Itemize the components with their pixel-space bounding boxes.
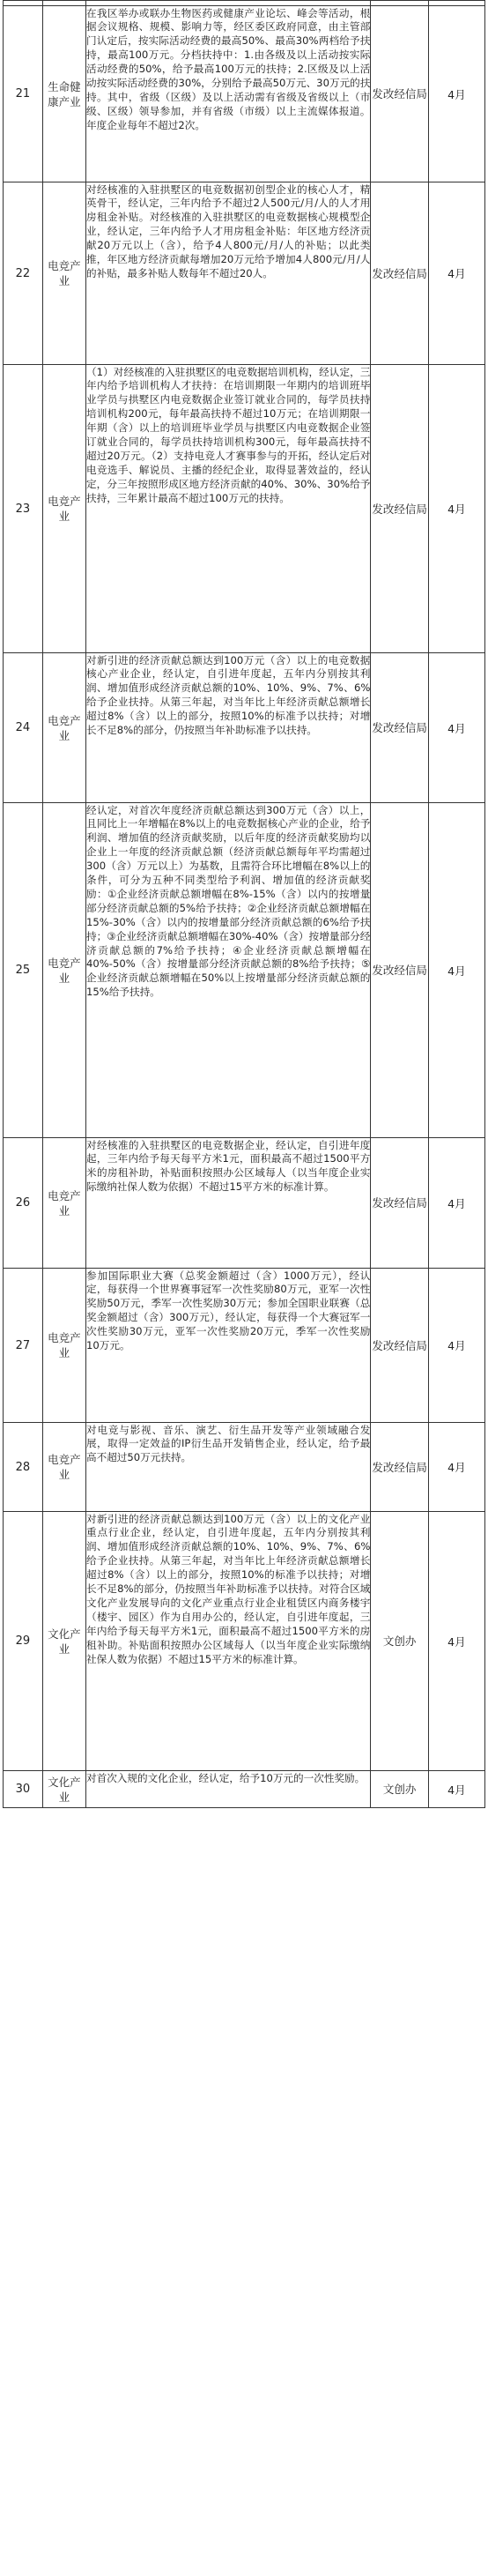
row-department: 发改经信局: [371, 653, 428, 803]
row-department: 发改经信局: [371, 365, 428, 653]
row-content-text: 参加国际职业大赛（总奖金额超过（含）1000万元），经认定，每获得一个世界赛事冠军一次性奖励80万元，亚军一次性奖励50万元，季军一次性奖励30万元；参加全国职业联赛（总奖金额超过（含）300万元），经认定，每获得一个大赛冠军一次性奖励30万元，亚军一次性奖励20万元，季军一次性奖励10万元。: [86, 1269, 371, 1352]
table-row: [4, 1771, 485, 1808]
row-number: 30: [4, 1771, 43, 1808]
row-content: [86, 365, 371, 653]
policy-table: [3, 0, 485, 1808]
row-content-text: 经认定，对首次年度经济贡献总额达到300万元（含）以上，且同比上一年增幅在8%以上的电竞数据核心产业的企业，给予利润、增加值的经济贡献奖励，以后年度的经济贡献奖励均以企业上一年度的经济贡献总额（经济贡献总额每年平均需超过300（含）万元以上）为基数，且需符合环比增幅在8%以上的条件，可分为五种不同类型给予利润、增加值的经济贡献奖励：①企业经济贡献总额增幅在8%-15%（含）以内的按增量部分经济贡献总额的5%给予扶持；②企业经济贡献总额增幅在15%-30%（含）以内的按增量部分经济贡献总额的6%给予扶持；③企业经济贡献总额增幅在30%-40%（含）按增量部分经济贡献总额的7%给予扶持；④企业经济贡献总额增幅在40%-50%（含）按增量部分经济贡献总额的8%给予扶持；⑤企业经济贡献总额增幅在50%以上按增量部分经济贡献总额的15%给予扶持。: [86, 803, 371, 999]
row-content: [86, 653, 371, 803]
row-number: 21: [4, 6, 43, 182]
table-row: [4, 1423, 485, 1512]
row-time: 4月: [428, 182, 484, 365]
row-content: [86, 1771, 371, 1808]
row-time: 4月: [428, 1138, 484, 1269]
row-content-text: 在我区举办或联办生物医药或健康产业论坛、峰会等活动，根据会议规格、规模、影响力等，经区委区政府同意，由主管部门认定后，按实际活动经费的最高50%、最高30%两档给予扶持，最高100万元。分档扶持中：1.由各级及以上活动按实际活动经费的50%，给予最高100万元的扶持；2.区级及以上活动按实际活动经费的30%，分别给予最高50万元、30万元的扶持。其中，省级（区级）及以上活动需有省级及省级以上（市级、区级）领导参加，并有省级（市级）以上主流媒体报道。年度企业每年不超过2次。: [86, 6, 371, 131]
row-time: 4月: [428, 1269, 484, 1423]
row-number: 28: [4, 1423, 43, 1512]
row-time: 4月: [428, 1771, 484, 1808]
row-number: 27: [4, 1269, 43, 1423]
row-content: [86, 1269, 371, 1423]
row-category: 电竞产业: [42, 1423, 85, 1512]
row-category: 电竞产业: [42, 653, 85, 803]
row-number: 22: [4, 182, 43, 365]
table-row: [4, 6, 485, 182]
row-department: 发改经信局: [371, 6, 428, 182]
row-content: [86, 1423, 371, 1512]
row-number: 26: [4, 1138, 43, 1269]
row-content: [86, 6, 371, 182]
row-department: 发改经信局: [371, 182, 428, 365]
row-content: [86, 1512, 371, 1771]
row-content-text: （1）对经核准的入驻拱墅区的电竞数据培训机构，经认定，三年内给予培训机构人才扶持：在培训期限一年期内的培训班毕业学员与拱墅区内电竞数据企业签订就业合同的，每学员扶持培训机构200元，每年最高扶持不超过10万元；在培训期限一年期（含）以上的培训班毕业学员与拱墅区内电竞数据企业签订就业合同的，每学员扶持培训机构300元，每年最高扶持不超过20万元。（2）支持电竞人才赛事参与的开拓，经认定后对电竞选手、解说员、主播的经纪企业，取得显著效益的，经认定，分三年按照形成区地方经济贡献的40%、30%、30%给予扶持，三年累计最高不超过100万元的扶持。: [86, 365, 371, 504]
row-department: 发改经信局: [371, 803, 428, 1138]
row-department: 发改经信局: [371, 1138, 428, 1269]
row-category: 生命健康产业: [42, 6, 85, 182]
row-content-text: 对经核准的入驻拱墅区的电竞数据初创型企业的核心人才，精英骨干，经认定，三年内给予不超过2人500元/月/人的人才用房租金补贴。对经核准的入驻拱墅区的电竞数据核心规模型企业，经认定，三年内给予人才用房租金补贴：年区地方经济贡献20万元以上（含），给予4人800元/月/人的补贴；以此类推，年区地方经济贡献每增加20万元给予增加4人800元/月/人的补贴，最多补贴人数每年不超过20人。: [86, 182, 371, 279]
row-category: 电竞产业: [42, 182, 85, 365]
row-content: [86, 182, 371, 365]
row-category: 电竞产业: [42, 803, 85, 1138]
row-time: 4月: [428, 6, 484, 182]
row-content: [86, 1138, 371, 1269]
table-row: [4, 1138, 485, 1269]
row-content-text: 对新引进的经济贡献总额达到100万元（含）以上的电竞数据核心产业企业，经认定，自引进年度起，五年内分别按其利润、增加值形成经济贡献总额的10%、10%、9%、7%、6%给予企业扶持。从第三年起，对当年比上年经济贡献总额增长超过8%（含）以上的部分，按照10%的标准予以扶持；对增长不足8%的部分，仍按照当年补助标准予以扶持。: [86, 653, 371, 737]
row-content-text: 对电竞与影视、音乐、演艺、衍生品开发等产业领域融合发展，取得一定效益的IP衍生品开发销售企业，经认定，给予最高不超过50万元扶持。: [86, 1423, 371, 1464]
row-category: 文化产业: [42, 1512, 85, 1771]
row-category: 电竞产业: [42, 365, 85, 653]
row-department: 发改经信局: [371, 1269, 428, 1423]
table-row: [4, 803, 485, 1138]
table-row: [4, 365, 485, 653]
row-content-text: 对首次入规的文化企业，经认定，给予10万元的一次性奖励。: [86, 1771, 366, 1784]
row-number: 23: [4, 365, 43, 653]
table-row: [4, 1512, 485, 1771]
row-time: 4月: [428, 1423, 484, 1512]
table-row: [4, 653, 485, 803]
row-category: 电竞产业: [42, 1269, 85, 1423]
row-content-text: 对新引进的经济贡献总额达到100万元（含）以上的文化产业重点行业企业，经认定，自引进年度起，五年内分别按其利润、增加值形成经济贡献总额的10%、10%、9%、7%、6%给予企业扶持。从第三年起，对当年比上年经济贡献总额增长超过8%（含）以上的部分，按照10%的标准予以扶持；对增长不足8%的部分，仍按照当年补助标准予以扶持。对符合区域文化产业发展导向的文化产业重点行业企业租赁区内商务楼宇（楼宇、园区）作为自用办公的，经认定，自引进年度起，三年内给予每天每平方米1元，面积最高不超过1500平方米的房租补助。补贴面积按照办公区域每人（以当年度企业实际缴纳社保人数为依据）不超过15平方米的标准计算。: [86, 1512, 371, 1665]
row-number: 24: [4, 653, 43, 803]
row-time: 4月: [428, 365, 484, 653]
row-content: [86, 803, 371, 1138]
table-row: [4, 1269, 485, 1423]
row-department: 文创办: [371, 1512, 428, 1771]
row-number: 25: [4, 803, 43, 1138]
row-content-text: 对经核准的入驻拱墅区的电竞数据企业，经认定，自引进年度起，三年内给予每天每平方米1元，面积最高不超过1500平方米的房租补助，补贴面积按照办公区域每人（以当年度企业实际缴纳社保人数为依据）不超过15平方米的标准计算。: [86, 1138, 371, 1194]
row-time: 4月: [428, 803, 484, 1138]
row-time: 4月: [428, 1512, 484, 1771]
table-row: [4, 182, 485, 365]
row-department: 文创办: [371, 1771, 428, 1808]
row-number: 29: [4, 1512, 43, 1771]
row-department: 发改经信局: [371, 1423, 428, 1512]
row-time: 4月: [428, 653, 484, 803]
row-category: 文化产业: [42, 1771, 85, 1808]
row-category: 电竞产业: [42, 1138, 85, 1269]
